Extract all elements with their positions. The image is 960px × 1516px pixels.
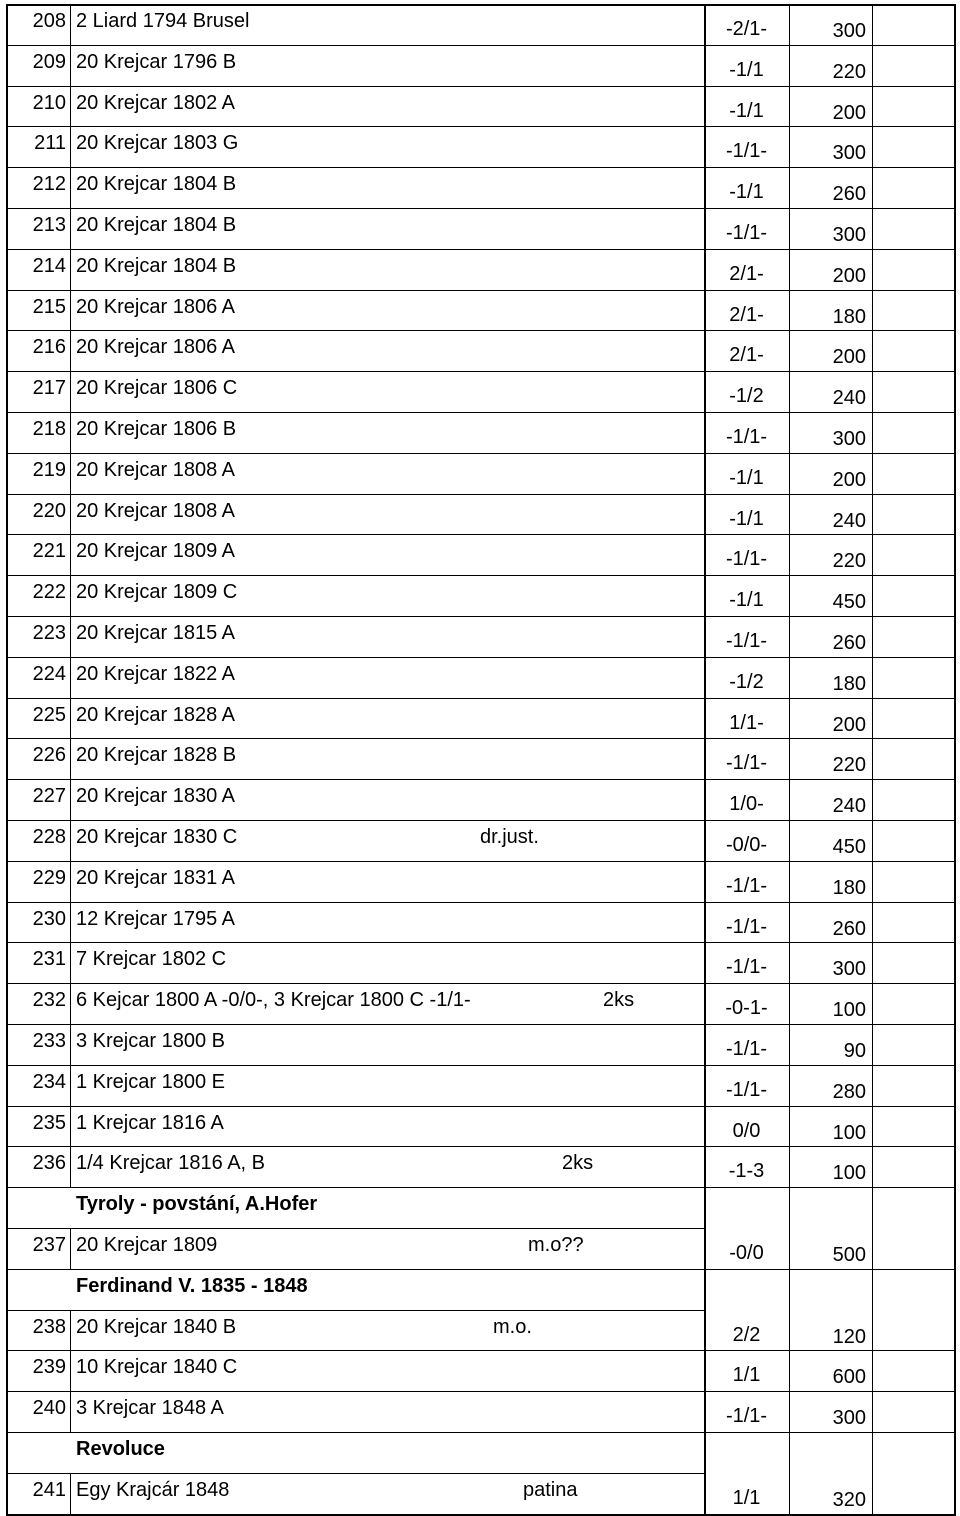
column-divider xyxy=(70,698,71,739)
row-divider xyxy=(6,861,704,862)
item-price: 200 xyxy=(832,346,866,369)
row-divider xyxy=(704,1024,954,1025)
row-divider xyxy=(704,208,954,209)
item-description: 1/4 Krejcar 1816 A, B xyxy=(76,1152,266,1175)
item-grade: -1/1 xyxy=(729,99,764,122)
item-price: 240 xyxy=(832,387,866,410)
table-border-top xyxy=(6,4,954,6)
item-number: 238 xyxy=(32,1315,66,1338)
item-grade: -2/1- xyxy=(725,18,768,40)
item-price: 240 xyxy=(832,795,866,818)
row-divider xyxy=(6,779,704,780)
row-divider xyxy=(6,534,704,535)
row-divider xyxy=(704,371,954,372)
item-grade: 2/2 xyxy=(732,1323,761,1346)
row-divider xyxy=(6,167,704,168)
row-divider xyxy=(6,1024,704,1025)
item-description: 20 Krejcar 1806 B xyxy=(76,418,237,440)
row-divider xyxy=(6,45,704,46)
row-divider xyxy=(704,1432,954,1433)
column-divider xyxy=(70,1350,71,1391)
row-divider xyxy=(6,1269,704,1270)
item-grade: 2/1- xyxy=(729,344,764,367)
item-price: 200 xyxy=(832,101,866,124)
item-grade: -1/1- xyxy=(725,956,768,979)
column-divider xyxy=(70,534,71,575)
item-grade: 2/1- xyxy=(729,303,764,326)
item-grade: -1/1 xyxy=(729,58,764,81)
item-price: 240 xyxy=(832,509,866,532)
item-number: 225 xyxy=(32,703,66,726)
item-grade: -1/1 xyxy=(729,507,764,530)
row-divider xyxy=(6,1065,704,1066)
column-divider xyxy=(70,779,71,820)
item-grade: -1/1- xyxy=(725,915,768,938)
row-divider xyxy=(704,738,954,739)
row-divider xyxy=(6,1187,704,1188)
item-description: 20 Krejcar 1806 A xyxy=(76,295,235,318)
item-price: 220 xyxy=(832,754,866,777)
item-description: 1 Krejcar 1800 E xyxy=(76,1070,225,1093)
item-description: 20 Krejcar 1809 C xyxy=(76,581,238,604)
row-divider xyxy=(6,330,704,331)
row-divider xyxy=(6,1228,704,1229)
item-number: 236 xyxy=(32,1152,66,1175)
row-divider xyxy=(704,902,954,903)
item-grade: -1/2 xyxy=(729,670,764,693)
column-divider xyxy=(70,208,71,249)
item-price: 300 xyxy=(832,224,866,246)
item-price: 180 xyxy=(832,305,866,328)
item-grade: -1/1- xyxy=(725,752,768,775)
item-description: 20 Krejcar 1806 C xyxy=(76,377,238,400)
column-divider xyxy=(70,1228,71,1269)
column-divider xyxy=(70,290,71,331)
item-price: 200 xyxy=(832,468,866,491)
item-number: 222 xyxy=(32,581,66,604)
column-divider xyxy=(70,983,71,1024)
item-grade: -1/1- xyxy=(725,1078,768,1101)
item-number: 241 xyxy=(32,1478,66,1501)
row-divider xyxy=(6,453,704,454)
item-grade: -1/1 xyxy=(729,589,764,612)
item-number: 234 xyxy=(32,1070,66,1093)
row-divider xyxy=(6,371,704,372)
item-grade: 1/0- xyxy=(729,793,764,816)
row-divider xyxy=(6,86,704,87)
column-divider xyxy=(70,249,71,290)
item-note: 2ks xyxy=(562,1152,594,1175)
row-divider xyxy=(6,1391,704,1392)
row-divider xyxy=(6,1473,704,1474)
row-divider xyxy=(704,942,954,943)
item-grade: -1/1- xyxy=(725,426,768,448)
item-number: 215 xyxy=(32,295,66,318)
column-divider xyxy=(70,575,71,616)
item-number: 223 xyxy=(32,622,66,644)
item-price: 500 xyxy=(832,1244,866,1266)
item-grade: -1/1- xyxy=(725,548,768,571)
column-divider xyxy=(704,4,706,1514)
item-description: 6 Kejcar 1800 A -0/0-, 3 Krejcar 1800 C -1/1- xyxy=(76,989,471,1012)
item-grade: -1/1- xyxy=(725,630,768,652)
row-divider xyxy=(704,167,954,168)
row-divider xyxy=(704,698,954,699)
item-number: 231 xyxy=(32,948,66,971)
item-grade: -1/1- xyxy=(725,222,768,244)
row-divider xyxy=(704,330,954,331)
item-price: 100 xyxy=(832,1121,866,1144)
item-number: 237 xyxy=(32,1234,66,1256)
column-divider xyxy=(70,330,71,371)
row-divider xyxy=(6,1350,704,1351)
item-number: 209 xyxy=(32,50,66,73)
row-divider xyxy=(704,575,954,576)
item-price: 100 xyxy=(832,1162,866,1185)
column-divider xyxy=(70,942,71,983)
item-price: 300 xyxy=(832,142,866,165)
row-divider xyxy=(704,1269,954,1270)
item-number: 228 xyxy=(32,826,66,848)
item-grade: 2/1- xyxy=(729,262,764,285)
column-divider xyxy=(70,371,71,412)
column-divider xyxy=(70,167,71,208)
column-divider xyxy=(70,494,71,535)
row-divider xyxy=(704,1106,954,1107)
item-number: 208 xyxy=(32,10,66,32)
row-divider xyxy=(6,1146,704,1147)
item-price: 260 xyxy=(832,917,866,940)
row-divider xyxy=(704,779,954,780)
item-description: 12 Krejcar 1795 A xyxy=(76,907,235,930)
item-number: 220 xyxy=(32,499,66,522)
item-description: Egy Krajcár 1848 xyxy=(76,1478,230,1501)
item-grade: -0/0 xyxy=(729,1242,764,1264)
item-price: 600 xyxy=(832,1366,866,1389)
item-description: 20 Krejcar 1809 xyxy=(76,1234,218,1256)
row-divider xyxy=(6,738,704,739)
row-divider xyxy=(6,249,704,250)
item-description: 20 Krejcar 1796 B xyxy=(76,50,237,73)
column-divider xyxy=(70,1106,71,1147)
item-number: 214 xyxy=(32,254,66,277)
item-number: 232 xyxy=(32,989,66,1012)
column-divider xyxy=(70,453,71,494)
row-divider xyxy=(6,698,704,699)
row-divider xyxy=(704,861,954,862)
row-divider xyxy=(704,249,954,250)
item-note: dr.just. xyxy=(480,826,539,848)
column-divider xyxy=(70,412,71,453)
item-price: 450 xyxy=(832,591,866,614)
item-description: 20 Krejcar 1815 A xyxy=(76,622,235,644)
row-divider xyxy=(6,616,704,617)
item-grade: -1/1- xyxy=(725,140,768,163)
item-grade: 1/1 xyxy=(732,1486,761,1509)
item-price: 220 xyxy=(832,550,866,573)
row-divider xyxy=(6,942,704,943)
item-number: 224 xyxy=(32,662,66,685)
item-description: 20 Krejcar 1808 A xyxy=(76,499,235,522)
column-divider xyxy=(70,616,71,657)
column-divider xyxy=(872,4,873,1514)
item-grade: 0/0 xyxy=(732,1119,761,1142)
item-number: 218 xyxy=(32,418,66,440)
item-price: 280 xyxy=(832,1080,866,1103)
item-price: 300 xyxy=(832,958,866,981)
item-number: 212 xyxy=(32,173,66,196)
item-description: 20 Krejcar 1830 C xyxy=(76,826,238,848)
table-border-left xyxy=(6,4,8,1514)
row-divider xyxy=(6,575,704,576)
item-number: 213 xyxy=(32,214,66,236)
row-divider xyxy=(6,657,704,658)
item-price: 200 xyxy=(832,713,866,736)
row-divider xyxy=(6,494,704,495)
row-divider xyxy=(6,290,704,291)
item-number: 229 xyxy=(32,866,66,889)
column-divider xyxy=(70,861,71,902)
row-divider xyxy=(704,534,954,535)
item-description: 20 Krejcar 1804 B xyxy=(76,214,237,236)
item-grade: -1-3 xyxy=(728,1160,765,1183)
column-divider xyxy=(70,45,71,86)
column-divider xyxy=(70,126,71,167)
item-price: 450 xyxy=(832,836,866,858)
item-description: 20 Krejcar 1808 A xyxy=(76,458,235,481)
item-grade: -1/1 xyxy=(729,466,764,489)
item-price: 180 xyxy=(832,672,866,695)
item-description: 20 Krejcar 1830 A xyxy=(76,785,235,808)
row-divider xyxy=(704,1065,954,1066)
row-divider xyxy=(6,412,704,413)
row-divider xyxy=(704,1391,954,1392)
column-divider xyxy=(70,657,71,698)
item-grade: -1/2 xyxy=(729,385,764,408)
column-divider xyxy=(789,4,790,1514)
row-divider xyxy=(704,494,954,495)
item-number: 235 xyxy=(32,1111,66,1134)
item-description: 20 Krejcar 1828 B xyxy=(76,744,237,767)
item-description: 3 Krejcar 1800 B xyxy=(76,1030,225,1052)
item-description: 20 Krejcar 1831 A xyxy=(76,866,235,889)
item-grade: -1/1- xyxy=(725,1038,768,1060)
item-grade: -1/1- xyxy=(725,1405,768,1428)
item-number: 216 xyxy=(32,336,66,359)
item-note: 2ks xyxy=(603,989,635,1012)
row-divider xyxy=(704,290,954,291)
column-divider xyxy=(70,1473,71,1514)
column-divider xyxy=(70,1391,71,1432)
column-divider xyxy=(70,820,71,861)
item-grade: -1/1 xyxy=(729,181,764,204)
item-price: 300 xyxy=(832,428,866,450)
column-divider xyxy=(70,86,71,127)
item-description: 20 Krejcar 1802 A xyxy=(76,91,235,114)
row-divider xyxy=(704,657,954,658)
item-number: 211 xyxy=(34,132,66,155)
item-price: 260 xyxy=(832,183,866,206)
item-price: 260 xyxy=(832,632,866,654)
item-description: 2 Liard 1794 Brusel xyxy=(76,10,250,32)
section-header: Tyroly - povstání, A.Hofer xyxy=(76,1193,318,1216)
section-header: Revoluce xyxy=(76,1438,165,1460)
item-grade: 1/1- xyxy=(729,711,764,734)
item-description: 1 Krejcar 1816 A xyxy=(76,1111,224,1134)
row-divider xyxy=(6,1106,704,1107)
item-note: m.o. xyxy=(493,1315,532,1338)
column-divider xyxy=(70,1310,71,1351)
item-number: 217 xyxy=(32,377,66,400)
row-divider xyxy=(6,820,704,821)
column-divider xyxy=(70,1024,71,1065)
item-description: 20 Krejcar 1828 A xyxy=(76,703,235,726)
item-description: 20 Krejcar 1822 A xyxy=(76,662,235,685)
row-divider xyxy=(704,126,954,127)
row-divider xyxy=(704,86,954,87)
item-description: 3 Krejcar 1848 A xyxy=(76,1397,224,1420)
item-price: 300 xyxy=(832,20,866,42)
item-grade: 1/1 xyxy=(732,1364,761,1387)
row-divider xyxy=(704,1146,954,1147)
item-description: 20 Krejcar 1806 A xyxy=(76,336,235,359)
item-description: 20 Krejcar 1803 G xyxy=(76,132,239,155)
item-note: m.o?? xyxy=(528,1234,584,1256)
item-price: 300 xyxy=(832,1407,866,1430)
row-divider xyxy=(6,1432,704,1433)
item-note: patina xyxy=(523,1478,578,1501)
item-grade: -1/1- xyxy=(725,874,768,897)
row-divider xyxy=(704,453,954,454)
row-divider xyxy=(704,983,954,984)
item-number: 219 xyxy=(32,458,66,481)
row-divider xyxy=(704,412,954,413)
item-number: 221 xyxy=(32,540,66,563)
row-divider xyxy=(6,208,704,209)
item-number: 226 xyxy=(32,744,66,767)
row-divider xyxy=(704,1350,954,1351)
row-divider xyxy=(6,126,704,127)
item-description: 10 Krejcar 1840 C xyxy=(76,1356,238,1379)
table-border-right xyxy=(954,4,956,1516)
item-number: 227 xyxy=(32,785,66,808)
item-price: 120 xyxy=(832,1325,866,1348)
section-header: Ferdinand V. 1835 - 1848 xyxy=(76,1274,308,1297)
item-price: 180 xyxy=(832,876,866,899)
column-divider xyxy=(70,902,71,943)
item-price: 220 xyxy=(832,60,866,83)
item-description: 20 Krejcar 1804 B xyxy=(76,254,237,277)
item-price: 90 xyxy=(843,1040,866,1062)
item-number: 230 xyxy=(32,907,66,930)
item-description: 20 Krejcar 1840 B xyxy=(76,1315,237,1338)
row-divider xyxy=(6,983,704,984)
row-divider xyxy=(704,820,954,821)
item-description: 20 Krejcar 1804 B xyxy=(76,173,237,196)
item-description: 20 Krejcar 1809 A xyxy=(76,540,235,563)
row-divider xyxy=(6,902,704,903)
item-grade: -0-1- xyxy=(725,997,768,1020)
column-divider xyxy=(70,1065,71,1106)
item-price: 100 xyxy=(832,999,866,1022)
item-number: 233 xyxy=(32,1030,66,1052)
column-divider xyxy=(70,4,71,45)
item-description: 7 Krejcar 1802 C xyxy=(76,948,227,971)
item-number: 210 xyxy=(32,91,66,114)
item-price: 200 xyxy=(832,264,866,287)
row-divider xyxy=(704,1187,954,1188)
column-divider xyxy=(70,738,71,779)
row-divider xyxy=(6,1310,704,1311)
table-border-bottom xyxy=(6,1514,954,1516)
item-grade: -0/0- xyxy=(725,834,768,856)
column-divider xyxy=(70,1146,71,1187)
item-price: 320 xyxy=(832,1488,866,1511)
item-number: 240 xyxy=(32,1397,66,1420)
row-divider xyxy=(704,45,954,46)
row-divider xyxy=(704,616,954,617)
item-number: 239 xyxy=(32,1356,66,1379)
